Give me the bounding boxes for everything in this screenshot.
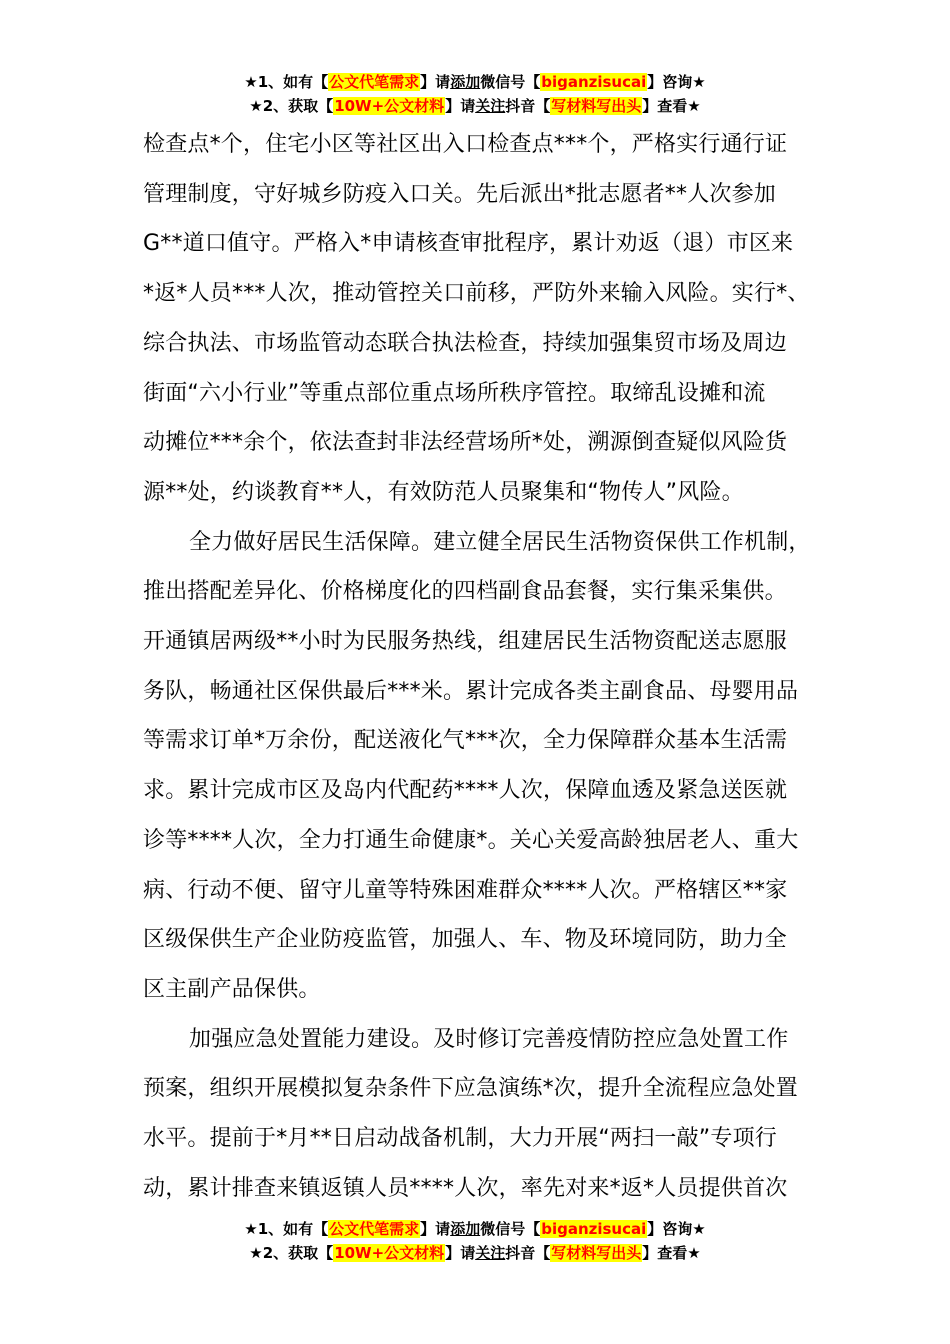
banner-highlight: 10W+公文材料 [334,1244,445,1262]
banner-highlight: 写材料写出头 [551,1244,642,1262]
banner-highlight: 10W+公文材料 [334,97,445,115]
text-line: *返*人员***人次，推动管控关口前移，严防外来输入风险。实行*、 [143,281,810,307]
text-line: 病、行动不便、留守儿童等特殊困难群众****人次。严格辖区**家 [143,877,788,903]
banner-underlined: 关注 [475,1244,506,1262]
text-line: 加强应急处置能力建设。及时修订完善疫情防控应急处置工作 [189,1026,789,1052]
text-line: 管理制度，守好城乡防疫入口关。先后派出*批志愿者**人次参加 [143,181,777,207]
text-line: 推出搭配差异化、价格梯度化的四档副食品套餐，实行集采集供。 [143,579,787,605]
text-line: 街面“六小行业”等重点部位重点场所秩序管控。取缔乱设摊和流 [143,380,766,406]
banner-text: 】请 [420,1220,451,1238]
banner-highlight: 公文代笔需求 [329,73,420,91]
banner-highlight: 写材料写出头 [551,97,642,115]
banner-text: 微信号【 [480,1220,541,1238]
text-line: 综合执法、市场监管动态联合执法检查，持续加强集贸市场及周边 [143,330,787,356]
banner-text: ★1、如有【 [244,1220,329,1238]
banner-text: ★2、获取【 [249,97,334,115]
banner-text: 】查看★ [642,97,701,115]
banner-text: 抖音【 [505,1244,551,1262]
paragraph [143,120,833,518]
banner-text: 】请 [420,73,451,91]
text-line: 源**处，约谈教育**人，有效防范人员聚集和“物传人”风险。 [143,479,744,505]
banner-text: 】咨询★ [647,73,706,91]
banner-text: 】请 [445,1244,476,1262]
banner-text: 】请 [445,97,476,115]
text-line: 区级保供生产企业防疫监管，加强人、车、物及环境同防，助力全 [143,927,787,953]
text-line: 动摊位***余个，依法查封非法经营场所*处，溯源倒查疑似风险货 [143,430,788,456]
banner-underlined: 添加 [450,73,481,91]
banner-text: 】查看★ [642,1244,701,1262]
text-line: 务队，畅通社区保供最后***米。累计完成各类主副食品、母婴用品 [143,678,799,704]
banner-text: 微信号【 [480,73,541,91]
footer-banner [0,1217,950,1265]
banner-underlined: 关注 [475,97,506,115]
banner-highlight: 公文代笔需求 [329,1220,420,1238]
banner-text: ★1、如有【 [244,73,329,91]
banner-line-1 [0,70,950,94]
banner-line-2 [0,94,950,118]
banner-line-2 [0,1241,950,1265]
text-line: 区主副产品保供。 [143,976,321,1002]
document-body [143,120,833,1213]
text-line: 求。累计完成市区及岛内代配药****人次，保障血透及紧急送医就 [143,778,788,804]
banner-text: ★2、获取【 [249,1244,334,1262]
text-line: 全力做好居民生活保障。建立健全居民生活物资保供工作机制， [189,529,811,555]
text-line: 开通镇居两级**小时为民服务热线，组建居民生活物资配送志愿服 [143,629,788,655]
banner-text: 】咨询★ [647,1220,706,1238]
banner-underlined: 添加 [450,1220,481,1238]
text-line: G**道口值守。严格入*申请核查审批程序，累计劝返（退）市区来 [143,231,794,257]
text-line: 水平。提前于*月**日启动战备机制，大力开展“两扫一敲”专项行 [143,1126,777,1152]
banner-text: 抖音【 [505,97,551,115]
text-line: 等需求订单*万余份，配送液化气***次，全力保障群众基本生活需 [143,728,788,754]
header-banner [0,70,950,118]
text-line: 检查点*个，住宅小区等社区出入口检查点***个，严格实行通行证 [143,132,788,157]
banner-line-1 [0,1217,950,1241]
paragraph [143,518,833,1015]
text-line: 预案，组织开展模拟复杂条件下应急演练*次，提升全流程应急处置 [143,1076,799,1102]
banner-highlight: biganzisucai [541,73,647,91]
text-line: 诊等****人次，全力打通生命健康*。关心关爱高龄独居老人、重大 [143,827,799,853]
paragraph [143,1015,833,1214]
banner-highlight: biganzisucai [541,1220,647,1238]
text-line: 动，累计排查来镇返镇人员****人次，率先对来*返*人员提供首次 [143,1175,788,1201]
